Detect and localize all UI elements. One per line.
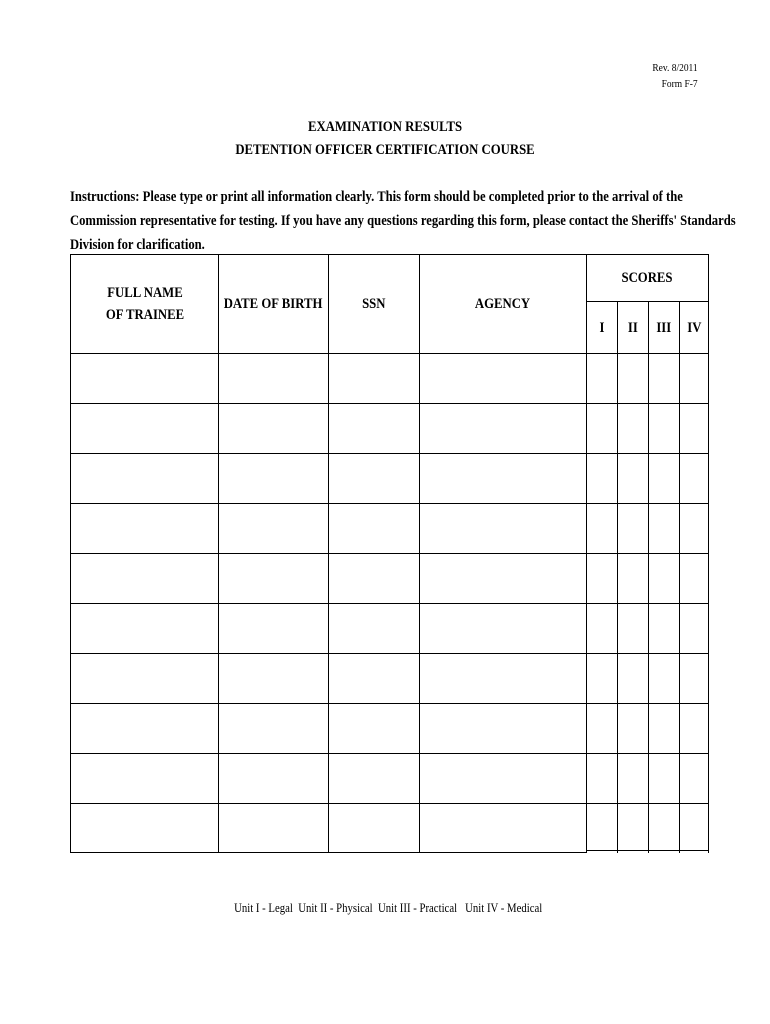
trainee-name-cell[interactable] bbox=[71, 404, 218, 453]
score-unit-1-cell[interactable] bbox=[587, 554, 617, 603]
instructions-line-2: Commission representative for testing. If you have any questions regarding this form, please contact the Sheriffs' Standards bbox=[70, 213, 736, 229]
agency-cell[interactable] bbox=[420, 604, 586, 653]
header-unit-1-label: I bbox=[599, 319, 605, 336]
instructions-line-1: Instructions: Please type or print all information clearly. This form should be completed prior to the arrival of the bbox=[70, 189, 683, 205]
header-agency-label: AGENCY bbox=[475, 296, 531, 312]
agency-cell[interactable] bbox=[420, 404, 586, 453]
score-unit-4-cell[interactable] bbox=[680, 504, 708, 553]
score-unit-2-cell[interactable] bbox=[618, 354, 648, 403]
date-of-birth-cell[interactable] bbox=[219, 654, 328, 703]
date-of-birth-cell[interactable] bbox=[219, 704, 328, 753]
agency-cell[interactable] bbox=[420, 454, 586, 503]
score-unit-4-cell[interactable] bbox=[680, 554, 708, 603]
date-of-birth-cell[interactable] bbox=[219, 354, 328, 403]
score-unit-1-cell[interactable] bbox=[587, 454, 617, 503]
score-unit-4-cell[interactable] bbox=[680, 604, 708, 653]
ssn-cell[interactable] bbox=[329, 404, 419, 453]
score-unit-3-cell[interactable] bbox=[649, 554, 679, 603]
header-date-of-birth bbox=[219, 255, 328, 353]
ssn-cell[interactable] bbox=[329, 554, 419, 603]
header-full-name-label: FULL NAME OF TRAINEE bbox=[105, 285, 184, 323]
score-unit-3-cell[interactable] bbox=[649, 754, 679, 803]
score-unit-1-cell[interactable] bbox=[587, 354, 617, 403]
header-ssn-label: SSN bbox=[362, 296, 386, 312]
ssn-cell[interactable] bbox=[329, 804, 419, 852]
ssn-cell[interactable] bbox=[329, 704, 419, 753]
trainee-name-cell[interactable] bbox=[71, 804, 218, 852]
trainee-name-cell[interactable] bbox=[71, 604, 218, 653]
header-agency bbox=[420, 255, 586, 353]
trainee-name-cell[interactable] bbox=[71, 504, 218, 553]
table-row bbox=[70, 803, 709, 852]
agency-cell[interactable] bbox=[420, 754, 586, 803]
score-unit-1-cell[interactable] bbox=[587, 404, 617, 453]
date-of-birth-cell[interactable] bbox=[219, 504, 328, 553]
agency-cell[interactable] bbox=[420, 554, 586, 603]
table-row bbox=[70, 453, 709, 503]
table-row bbox=[70, 553, 709, 603]
score-unit-3-cell[interactable] bbox=[649, 404, 679, 453]
trainee-name-cell[interactable] bbox=[71, 654, 218, 703]
header-scores bbox=[587, 255, 708, 301]
unit-legend-text: Unit I - Legal Unit II - Physical Unit III - Practical Unit IV - Medical bbox=[234, 901, 543, 915]
form-number: Form F-7 bbox=[661, 78, 698, 90]
ssn-cell[interactable] bbox=[329, 354, 419, 403]
trainee-name-cell[interactable] bbox=[71, 754, 218, 803]
score-unit-3-cell[interactable] bbox=[649, 454, 679, 503]
header-unit-1 bbox=[587, 302, 617, 353]
score-unit-3-cell[interactable] bbox=[649, 704, 679, 753]
ssn-cell[interactable] bbox=[329, 654, 419, 703]
score-unit-3-cell[interactable] bbox=[649, 504, 679, 553]
score-unit-2-cell[interactable] bbox=[618, 454, 648, 503]
score-unit-1-cell[interactable] bbox=[587, 654, 617, 703]
score-unit-1-cell[interactable] bbox=[587, 604, 617, 653]
score-unit-2-cell[interactable] bbox=[618, 504, 648, 553]
agency-cell[interactable] bbox=[420, 354, 586, 403]
table-row bbox=[70, 603, 709, 653]
ssn-cell[interactable] bbox=[329, 604, 419, 653]
score-unit-2-cell[interactable] bbox=[618, 804, 648, 850]
table-row bbox=[70, 353, 709, 403]
date-of-birth-cell[interactable] bbox=[219, 404, 328, 453]
score-unit-2-cell[interactable] bbox=[618, 554, 648, 603]
ssn-cell[interactable] bbox=[329, 754, 419, 803]
trainee-name-cell[interactable] bbox=[71, 454, 218, 503]
score-unit-3-cell[interactable] bbox=[649, 804, 679, 850]
header-unit-2-label: II bbox=[628, 319, 638, 336]
header-scores-label: SCORES bbox=[621, 270, 674, 286]
title-line-2: DETENTION OFFICER CERTIFICATION COURSE bbox=[235, 142, 535, 158]
score-unit-2-cell[interactable] bbox=[618, 654, 648, 703]
score-unit-3-cell[interactable] bbox=[649, 604, 679, 653]
score-unit-4-cell[interactable] bbox=[680, 804, 708, 850]
ssn-cell[interactable] bbox=[329, 504, 419, 553]
header-unit-3-label: III bbox=[656, 319, 672, 336]
score-unit-2-cell[interactable] bbox=[618, 404, 648, 453]
agency-cell[interactable] bbox=[420, 654, 586, 703]
score-unit-1-cell[interactable] bbox=[587, 754, 617, 803]
score-unit-3-cell[interactable] bbox=[649, 654, 679, 703]
agency-cell[interactable] bbox=[420, 704, 586, 753]
unit-legend bbox=[0, 886, 770, 916]
score-unit-3-cell[interactable] bbox=[649, 354, 679, 403]
score-unit-4-cell[interactable] bbox=[680, 404, 708, 453]
ssn-cell[interactable] bbox=[329, 454, 419, 503]
header-full-name bbox=[71, 255, 218, 353]
table-row bbox=[70, 753, 709, 803]
score-unit-4-cell[interactable] bbox=[680, 454, 708, 503]
header-unit-3 bbox=[649, 302, 679, 353]
agency-cell[interactable] bbox=[420, 804, 586, 852]
score-unit-1-cell[interactable] bbox=[587, 504, 617, 553]
header-unit-2 bbox=[618, 302, 648, 353]
score-unit-1-cell[interactable] bbox=[587, 704, 617, 753]
score-unit-2-cell[interactable] bbox=[618, 754, 648, 803]
score-unit-2-cell[interactable] bbox=[618, 704, 648, 753]
header-dob-label: DATE OF BIRTH bbox=[224, 296, 323, 312]
date-of-birth-cell[interactable] bbox=[219, 804, 328, 852]
score-unit-4-cell[interactable] bbox=[680, 754, 708, 803]
table-row bbox=[70, 653, 709, 703]
date-of-birth-cell[interactable] bbox=[219, 754, 328, 803]
revision-date: Rev. 8/2011 bbox=[652, 62, 698, 74]
agency-cell[interactable] bbox=[420, 504, 586, 553]
trainee-name-cell[interactable] bbox=[71, 704, 218, 753]
score-unit-4-cell[interactable] bbox=[680, 704, 708, 753]
table-row bbox=[70, 703, 709, 753]
header-ssn bbox=[329, 255, 419, 353]
score-unit-2-cell[interactable] bbox=[618, 604, 648, 653]
date-of-birth-cell[interactable] bbox=[219, 554, 328, 603]
date-of-birth-cell[interactable] bbox=[219, 604, 328, 653]
header-unit-4-label: IV bbox=[686, 319, 702, 336]
trainee-name-cell[interactable] bbox=[71, 554, 218, 603]
score-unit-1-cell[interactable] bbox=[587, 804, 617, 850]
score-unit-4-cell[interactable] bbox=[680, 654, 708, 703]
instructions-line-3: Division for clarification. bbox=[70, 237, 205, 253]
table-row bbox=[70, 403, 709, 453]
date-of-birth-cell[interactable] bbox=[219, 454, 328, 503]
table-row bbox=[70, 503, 709, 553]
score-unit-4-cell[interactable] bbox=[680, 354, 708, 403]
header-unit-4 bbox=[680, 302, 708, 353]
title-line-1: EXAMINATION RESULTS bbox=[307, 119, 463, 135]
trainee-name-cell[interactable] bbox=[71, 354, 218, 403]
